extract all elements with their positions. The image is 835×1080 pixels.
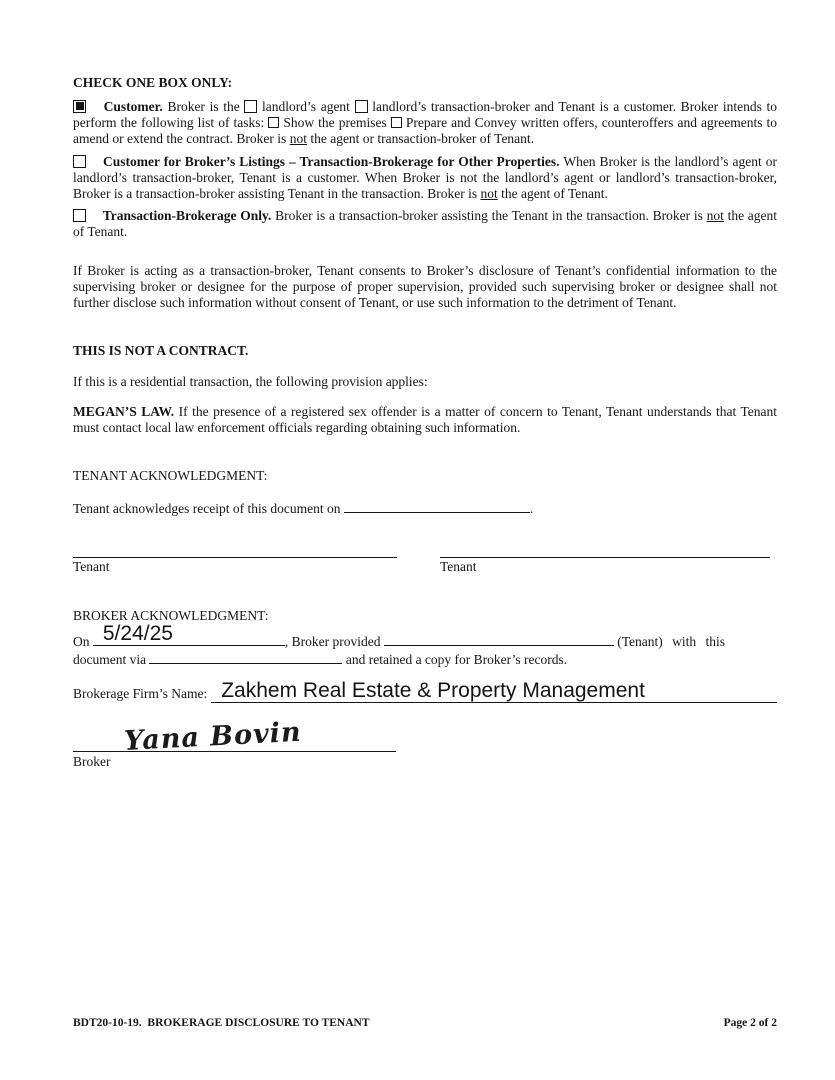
brokerage-firm-value: Zakhem Real Estate & Property Management (221, 679, 645, 703)
tenant-receipt-line (73, 499, 777, 517)
broker-on-text: On (73, 634, 90, 650)
broker-tenant-with-text: (Tenant) with this (617, 634, 726, 650)
tenant-signature-field-left[interactable] (73, 557, 397, 575)
checkbox-prepare-convey-icon[interactable] (391, 117, 402, 128)
tenant-receipt-date-field[interactable] (344, 499, 530, 513)
tenant-signature-row (73, 557, 770, 575)
tenant-signature-label-right: Tenant (440, 558, 477, 574)
checkbox-landlords-agent-icon[interactable] (244, 100, 257, 113)
option-customer-text-4: Show the premises (283, 114, 387, 130)
option-customer-text-1: Broker is the (167, 98, 240, 114)
checkbox-landlords-transaction-broker-icon[interactable] (355, 100, 368, 113)
broker-signature-block (73, 719, 777, 770)
broker-via-line (73, 650, 777, 668)
checkbox-transaction-brokerage-only-icon[interactable] (73, 209, 86, 222)
option-brokers-listings-text-1: When Broker is the landlord’s agent or landlord’s transaction-broker, Tenant is a customer. When Broker is not the landlord’s agent or landlord’s transaction-broker, Broker is a transaction-broker assisting Tenant in the transaction. Broker is (73, 153, 778, 201)
broker-via-field[interactable] (149, 650, 342, 664)
checkbox-customer-brokers-listings-icon[interactable] (73, 155, 86, 168)
broker-tenant-name-field[interactable] (384, 632, 614, 646)
option-transaction-brokerage-paragraph (73, 208, 777, 240)
option-brokers-listings-text-2: the agent of Tenant. (501, 185, 608, 201)
underlined-not: not (706, 208, 724, 224)
underlined-not: not (480, 185, 498, 201)
tenant-signature-field-right[interactable] (440, 557, 770, 575)
page-footer (73, 1017, 777, 1031)
option-customer-text-2: landlord’s agent (262, 98, 350, 114)
brokerage-firm-field[interactable] (211, 678, 777, 703)
residential-note: If this is a residential transaction, the following provision applies: (73, 373, 428, 389)
option-customer-paragraph (73, 99, 777, 147)
option-transaction-brokerage-text-1: Broker is a transaction-broker assisting the Tenant in the transaction. Broker is (275, 208, 703, 224)
check-one-heading: CHECK ONE BOX ONLY: (73, 75, 233, 90)
tenant-receipt-period: . (529, 500, 534, 516)
tenant-acknowledgment-heading: TENANT ACKNOWLEDGMENT: (73, 467, 268, 483)
broker-date-field[interactable] (93, 622, 285, 646)
checkbox-show-premises-icon[interactable] (268, 117, 279, 128)
underlined-not: not (289, 130, 307, 146)
option-customer-title: Customer. (103, 98, 163, 114)
megans-law-title: MEGAN’S LAW. (73, 403, 175, 419)
option-customer-text-5: Prepare and Convey written offers, counteroffers and agreements to amend or extend the contract. Broker is (73, 114, 778, 146)
broker-provided-text: , Broker provided (284, 634, 381, 650)
broker-signature-value: Yana Bovin (123, 717, 303, 758)
broker-date-value: 5/24/25 (102, 622, 173, 646)
not-a-contract-heading: THIS IS NOT A CONTRACT. (73, 343, 249, 359)
broker-retained-text: and retained a copy for Broker’s records. (345, 652, 568, 668)
footer-form-id: BDT20-10-19. BROKERAGE DISCLOSURE TO TENANT (73, 1017, 370, 1029)
tenant-receipt-text: Tenant acknowledges receipt of this document on (73, 500, 341, 516)
option-customer-text-6: the agent or transaction-broker of Tenant. (310, 130, 535, 146)
option-brokers-listings-paragraph (73, 154, 777, 202)
broker-signature-label: Broker (73, 754, 111, 770)
megans-law-body: If the presence of a registered sex offender is a matter of concern to Tenant, Tenant understands that Tenant must contact local law enforcement officials regarding obtaining such information. (73, 403, 777, 435)
brokerage-firm-row (73, 678, 777, 703)
broker-provided-line (73, 622, 777, 650)
consent-paragraph: If Broker is acting as a transaction-broker, Tenant consents to Broker’s disclosure of Tenant’s confidential information to the supervising broker or designee for the purpose of proper supervision, provided such supervising broker or designee shall not further disclose such information without consent of Tenant, or use such information to the detriment of Tenant. (73, 263, 777, 311)
option-transaction-brokerage-title: Transaction-Brokerage Only. (102, 208, 272, 224)
broker-signature-field[interactable] (73, 717, 396, 758)
checkbox-customer-checked-icon[interactable] (73, 100, 86, 113)
option-customer-text-3: landlord’s transaction-broker and Tenant is a customer. Broker intends to perform the following list of tasks: (73, 98, 777, 130)
tenant-signature-label-left: Tenant (73, 558, 110, 574)
broker-via-text: document via (73, 652, 147, 668)
option-brokers-listings-title: Customer for Broker’s Listings – Transaction-Brokerage for Other Properties. (103, 153, 560, 169)
option-transaction-brokerage-text-2: the agent of Tenant. (73, 208, 778, 240)
brokerage-firm-label: Brokerage Firm’s Name: (73, 686, 208, 702)
megans-law-paragraph (73, 404, 777, 436)
broker-acknowledgment-heading: BROKER ACKNOWLEDGMENT: (73, 607, 269, 623)
footer-page-number: Page 2 of 2 (723, 1017, 777, 1029)
